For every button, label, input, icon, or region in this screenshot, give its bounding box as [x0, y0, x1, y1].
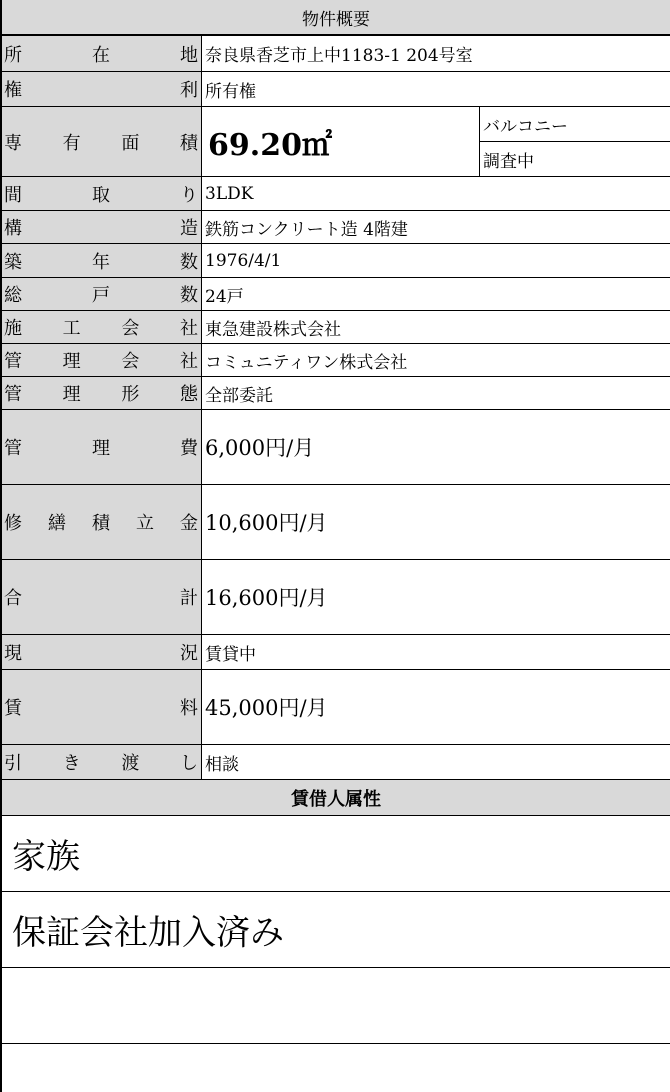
value-built-date: 1976/4/1: [205, 250, 282, 271]
value-layout: 3LDK: [205, 183, 254, 204]
value-total: 16,600円/月: [205, 586, 328, 610]
label-layout: 間 取 り: [2, 177, 202, 210]
row-constructor: [2, 311, 670, 344]
row-total: [2, 560, 670, 635]
row-management-fee: [2, 410, 670, 485]
value-rights: 所有権: [205, 81, 256, 102]
label-handover: 引 き 渡 し: [2, 745, 202, 779]
summary-header: [2, 0, 670, 36]
tenant-attribute-3: [2, 968, 670, 1044]
row-total-units: [2, 278, 670, 311]
balcony-value: 調査中: [483, 151, 534, 172]
value-management-type: 全部委託: [205, 385, 273, 406]
value-location: 奈良県香芝市上中1183-1 204号室: [205, 46, 473, 66]
tenant-section-title: 賃借人属性: [291, 788, 381, 810]
label-repair-reserve: 修 繕 積 立 金: [2, 485, 202, 559]
tenant-attribute-1: 家族: [2, 816, 670, 892]
row-handover: [2, 745, 670, 780]
value-handover: 相談: [205, 754, 239, 775]
value-management-company: コミュニティワン株式会社: [205, 352, 408, 373]
label-total: 合 計: [2, 560, 202, 634]
label-management-type: 管 理 形 態: [2, 377, 202, 409]
value-total-units: 24戸: [205, 286, 244, 307]
label-rent: 賃 料: [2, 670, 202, 744]
label-constructor: 施 工 会 社: [2, 311, 202, 343]
summary-title: 物件概要: [302, 9, 370, 30]
row-management-company: [2, 344, 670, 377]
label-structure: 構 造: [2, 211, 202, 243]
row-management-type: [2, 377, 670, 410]
value-constructor: 東急建設株式会社: [205, 319, 341, 340]
row-location: [2, 36, 670, 72]
balcony-cell: [480, 107, 670, 176]
label-management-company: 管 理 会 社: [2, 344, 202, 376]
value-structure: 鉄筋コンクリート造 4階建: [205, 219, 408, 240]
row-rent: [2, 670, 670, 745]
label-current-status: 現 況: [2, 635, 202, 669]
tenant-attribute-2: 保証会社加入済み: [2, 892, 670, 968]
balcony-label: バルコニー: [480, 107, 670, 142]
row-built-date: [2, 244, 670, 278]
label-total-units: 総 戸 数: [2, 278, 202, 310]
label-floor-area: 専 有 面 積: [2, 107, 202, 176]
value-repair-reserve: 10,600円/月: [205, 511, 328, 535]
label-built-date: 築 年 数: [2, 244, 202, 277]
floor-area-number: 69.20㎡: [208, 127, 332, 163]
label-rights: 権 利: [2, 72, 202, 106]
value-current-status: 賃貸中: [205, 644, 256, 665]
row-floor-area: [2, 107, 670, 177]
tenant-section-header: [2, 780, 670, 816]
row-repair-reserve: [2, 485, 670, 560]
label-management-fee: 管 理 費: [2, 410, 202, 484]
value-rent: 45,000円/月: [205, 696, 328, 720]
row-layout: [2, 177, 670, 211]
row-rights: [2, 72, 670, 107]
value-management-fee: 6,000円/月: [205, 436, 315, 460]
value-floor-area: [202, 107, 480, 176]
row-structure: [2, 211, 670, 244]
row-current-status: [2, 635, 670, 670]
label-location: 所 在 地: [2, 36, 202, 71]
